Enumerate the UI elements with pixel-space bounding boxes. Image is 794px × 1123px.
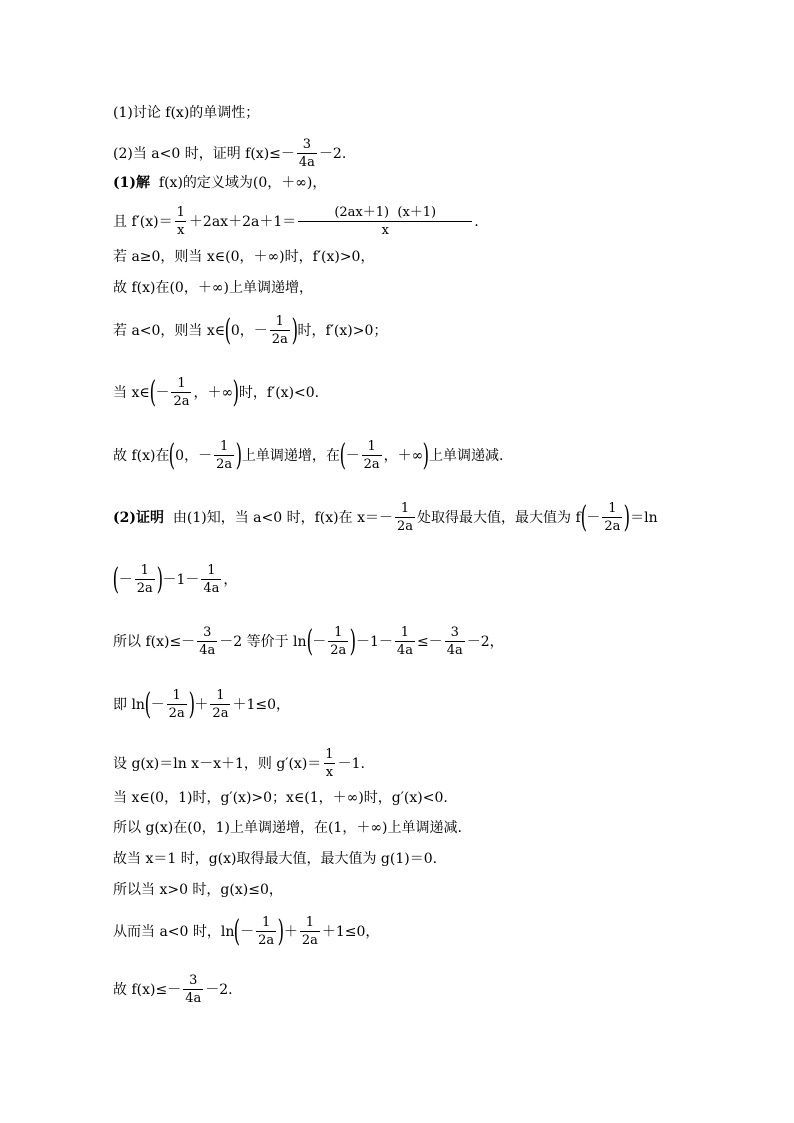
right-paren: ) (291, 312, 298, 348)
text-line (113, 974, 233, 1005)
text: － (312, 633, 327, 650)
text: 所以 f(x)≤－ (113, 633, 196, 650)
text: 所以 g(x)在(0，1)上单调递增，在(1，＋∞)上单调递减. (113, 820, 462, 836)
text-line (113, 748, 365, 779)
left-paren: ( (224, 312, 232, 348)
left-paren: ( (580, 499, 587, 535)
fraction: $\frac{1}{2a}$ (301, 915, 318, 948)
text-line (113, 852, 437, 866)
text: － (118, 571, 133, 588)
left-paren: ( (339, 437, 346, 473)
text: 故当 x＝1 时，g(x)取得最大值，最大值为 g(1)＝0. (113, 851, 438, 867)
text: ＋1≤0， (232, 696, 290, 713)
text: f(x)的定义域为(0，＋∞)， (150, 175, 327, 191)
text: ＋1≤0， (321, 923, 380, 940)
fraction: $\frac{1}{2a}$ (212, 688, 229, 721)
fraction: $\frac{1}{2a}$ (216, 439, 233, 472)
derivative-line (113, 206, 479, 237)
text: 上单调递增，在 (241, 447, 340, 464)
fraction: $\frac{1}{2a}$ (168, 688, 185, 721)
right-paren: ) (624, 499, 631, 535)
text: ＋2ax＋2a＋1＝ (188, 213, 297, 230)
fraction: $\frac{1}{4a}$ (396, 625, 413, 658)
text-line (113, 913, 380, 949)
left-paren: ( (149, 374, 156, 410)
text-line (113, 883, 283, 897)
fraction: $\frac{1}{2a}$ (396, 501, 413, 534)
text-line (113, 437, 504, 473)
text: － (345, 447, 360, 464)
text: －2 等价于 ln (219, 633, 307, 650)
fraction: $\frac{1}{2a}$ (136, 563, 153, 596)
fraction: $\frac{1}{2a}$ (258, 915, 275, 948)
text: ，＋∞ (383, 447, 424, 464)
text: － (240, 923, 255, 940)
text-line (113, 374, 320, 410)
text: －2. (205, 981, 233, 998)
text: 0，－ (175, 447, 213, 464)
right-paren: ) (277, 913, 285, 949)
text-line (113, 281, 313, 295)
fraction: $\frac{1}{2a}$ (330, 625, 347, 658)
right-paren: ) (232, 374, 240, 410)
text: 故 f(x)≤－ (113, 981, 182, 998)
text: － (150, 696, 165, 713)
text: －2. (318, 145, 347, 162)
text: 设 g(x)＝ln x－x＋1，则 g′(x)＝ (113, 755, 322, 772)
text: ＋ (283, 923, 298, 940)
text-line (113, 821, 462, 835)
fraction: $\frac{3}{4a}$ (446, 625, 463, 658)
fraction: $\frac{1}{2a}$ (363, 439, 380, 472)
text-line (113, 250, 374, 264)
left-paren: ( (144, 686, 152, 722)
left-paren: ( (234, 913, 241, 949)
right-paren: ) (156, 561, 163, 597)
text: －1－ (356, 633, 393, 650)
text: －1. (337, 755, 365, 772)
text: (1)讨论 f(x)的单调性； (113, 105, 260, 121)
text: 若 a<0，则当 x∈ (113, 322, 226, 339)
text-line (112, 561, 238, 597)
left-paren: ( (112, 561, 120, 597)
text: 若 a≥0，则当 x∈(0，＋∞)时，f′(x)>0， (113, 249, 375, 265)
text: 从而当 a<0 时，ln (113, 923, 235, 940)
right-paren: ) (235, 437, 243, 473)
right-paren: ) (349, 623, 357, 659)
text: －1－ (162, 571, 200, 588)
fraction: $\frac{1}{x}$ (176, 205, 185, 238)
fraction: $\frac{3}{4a}$ (298, 137, 315, 170)
text: 时，f′(x)<0. (238, 384, 320, 401)
fraction: $\frac{1}{2a}$ (173, 376, 190, 409)
text-line (113, 312, 388, 348)
text: 当 x∈ (113, 384, 150, 401)
question-part-1 (113, 106, 259, 120)
text: － (155, 384, 170, 401)
fraction: $\frac{3}{4a}$ (185, 973, 202, 1006)
fraction: $\frac{1}{2a}$ (604, 501, 621, 534)
text-line (113, 623, 504, 659)
fraction: $\frac{1}{4a}$ (203, 563, 220, 596)
left-paren: ( (306, 623, 313, 659)
right-paren: ) (188, 686, 195, 722)
text: 即 ln (113, 696, 145, 713)
fraction: $\frac{(2ax+1) (x+1)}{x}$ (298, 206, 472, 237)
fraction: $\frac{3}{4a}$ (199, 625, 216, 658)
text: 0，－ (230, 322, 268, 339)
proof-label: (2)证明 (113, 509, 164, 526)
text: ， (223, 571, 238, 588)
text-line (113, 686, 290, 722)
solution-part-1-heading (113, 176, 326, 190)
text: 上单调递减. (428, 447, 504, 464)
fraction: $\frac{1}{2a}$ (271, 314, 288, 347)
left-paren: ( (169, 437, 176, 473)
text: 时，f′(x)>0； (297, 322, 388, 339)
text-line (113, 499, 658, 535)
text: ，＋∞ (193, 384, 234, 401)
text: 故 f(x)在(0，＋∞)上单调递增， (113, 280, 313, 296)
text: 当 x∈(0，1)时，g′(x)>0；x∈(1，＋∞)时，g′(x)<0. (113, 790, 448, 806)
text: ≤－ (416, 633, 443, 650)
text: ＝ln (630, 509, 658, 526)
solution-label: (1)解 (113, 175, 150, 191)
text: 故 f(x)在 (113, 447, 170, 464)
text: 处取得最大值，最大值为 f (417, 509, 581, 526)
text: 由(1)知，当 a<0 时，f(x)在 x＝－ (164, 509, 393, 526)
text: (2)当 a<0 时，证明 f(x)≤－ (113, 145, 295, 162)
text-line (113, 791, 448, 805)
text: . (474, 213, 479, 230)
text: －2， (466, 633, 504, 650)
text: － (586, 509, 601, 526)
text: 且 f′(x)＝ (113, 213, 173, 230)
right-paren: ) (422, 437, 430, 473)
text: 所以当 x>0 时，g(x)≤0， (113, 882, 283, 898)
question-part-2 (113, 138, 346, 169)
fraction: $\frac{1}{x}$ (325, 747, 334, 780)
text: ＋ (194, 696, 209, 713)
